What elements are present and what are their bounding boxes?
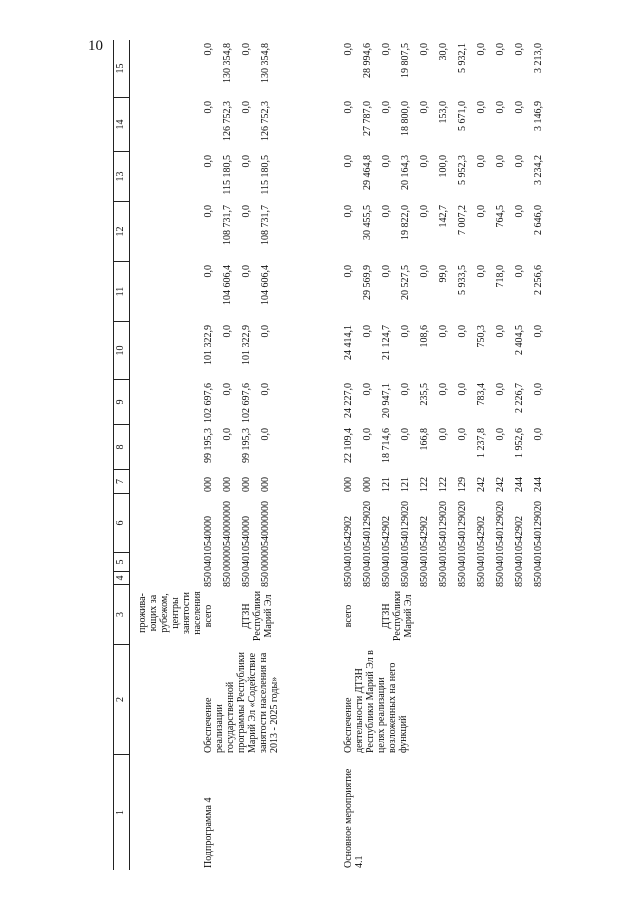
amount-value: 0,0 bbox=[476, 43, 487, 56]
block-2-row-1-executor: всего bbox=[343, 604, 354, 628]
column-number-9: 9 bbox=[113, 380, 129, 425]
amount-value: 0,0 bbox=[495, 43, 506, 56]
amount-value: 0,0 bbox=[362, 383, 373, 396]
expense-type-code: 000 bbox=[241, 477, 252, 492]
section-code: 0401 bbox=[362, 551, 373, 571]
section-code: 0401 bbox=[381, 551, 392, 571]
amount-value: 0,0 bbox=[514, 101, 525, 114]
target-article-code: 0540000 bbox=[241, 516, 252, 551]
expense-type-code: 121 bbox=[381, 477, 392, 492]
amount-value: 104 606,4 bbox=[222, 265, 233, 305]
block-1-row-1-executor: всего bbox=[203, 604, 214, 628]
section-code: 0000 bbox=[222, 551, 233, 571]
target-article-code: 0542902 bbox=[514, 516, 525, 551]
header-bottom-rule bbox=[129, 40, 130, 870]
column-number-3: 3 bbox=[113, 585, 129, 645]
amount-value: 5 933,5 bbox=[457, 265, 468, 295]
amount-value: 0,0 bbox=[222, 383, 233, 396]
amount-value: 0,0 bbox=[533, 325, 544, 338]
amount-value: 0,0 bbox=[400, 325, 411, 338]
amount-value: 0,0 bbox=[495, 428, 506, 441]
grbs-code: 850 bbox=[514, 572, 525, 587]
block-1-row-3-executor: ДТЗН Республики Марий Эл bbox=[241, 590, 274, 642]
grbs-code: 850 bbox=[260, 572, 271, 587]
amount-value: 115 180,5 bbox=[260, 155, 271, 195]
amount-value: 0,0 bbox=[419, 101, 430, 114]
amount-value: 0,0 bbox=[203, 265, 214, 278]
amount-value: 0,0 bbox=[241, 155, 252, 168]
grbs-code: 850 bbox=[476, 572, 487, 587]
grbs-code: 850 bbox=[438, 572, 449, 587]
amount-value: 5 952,3 bbox=[457, 155, 468, 185]
amount-value: 0,0 bbox=[343, 101, 354, 114]
column-number-15: 15 bbox=[113, 40, 129, 98]
target-article-code: 0540000000 bbox=[260, 501, 271, 551]
amount-value: 0,0 bbox=[203, 101, 214, 114]
target-article-code: 0540000000 bbox=[222, 501, 233, 551]
amount-value: 99 195,3 bbox=[203, 428, 214, 463]
amount-value: 18 800,0 bbox=[400, 101, 411, 136]
section-code: 0401 bbox=[438, 551, 449, 571]
expense-type-code: 000 bbox=[362, 477, 373, 492]
amount-value: 108 731,7 bbox=[260, 205, 271, 245]
amount-value: 0,0 bbox=[260, 383, 271, 396]
grbs-code: 850 bbox=[381, 572, 392, 587]
expense-type-code: 000 bbox=[343, 477, 354, 492]
budget-table bbox=[113, 40, 633, 870]
section-code: 0401 bbox=[495, 551, 506, 571]
amount-value: 0,0 bbox=[476, 265, 487, 278]
target-article-code: 0542902 bbox=[476, 516, 487, 551]
amount-value: 0,0 bbox=[514, 43, 525, 56]
amount-value: 24 227,0 bbox=[343, 383, 354, 418]
amount-value: 0,0 bbox=[241, 205, 252, 218]
grbs-code: 850 bbox=[343, 572, 354, 587]
page-number: 10 bbox=[88, 38, 103, 54]
column-number-8: 8 bbox=[113, 425, 129, 470]
column-number-11: 11 bbox=[113, 262, 129, 322]
amount-value: 0,0 bbox=[260, 428, 271, 441]
amount-value: 126 752,3 bbox=[260, 101, 271, 141]
amount-value: 0,0 bbox=[222, 428, 233, 441]
section-code: 0401 bbox=[476, 551, 487, 571]
amount-value: 22 109,4 bbox=[343, 428, 354, 463]
amount-value: 24 414,1 bbox=[343, 325, 354, 360]
target-article-code: 0540129020 bbox=[400, 501, 411, 551]
amount-value: 0,0 bbox=[343, 155, 354, 168]
expense-type-code: 129 bbox=[457, 477, 468, 492]
amount-value: 0,0 bbox=[419, 43, 430, 56]
amount-value: 0,0 bbox=[438, 428, 449, 441]
amount-value: 0,0 bbox=[343, 265, 354, 278]
amount-value: 18 714,6 bbox=[381, 428, 392, 463]
amount-value: 0,0 bbox=[241, 43, 252, 56]
amount-value: 3 146,9 bbox=[533, 101, 544, 131]
target-article-code: 0540000 bbox=[203, 516, 214, 551]
amount-value: 0,0 bbox=[476, 205, 487, 218]
amount-value: 0,0 bbox=[495, 325, 506, 338]
amount-value: 2 256,6 bbox=[533, 265, 544, 295]
amount-value: 0,0 bbox=[362, 325, 373, 338]
grbs-code: 850 bbox=[457, 572, 468, 587]
column-number-2: 2 bbox=[113, 645, 129, 755]
target-article-code: 0540129020 bbox=[495, 501, 506, 551]
column-number-12: 12 bbox=[113, 202, 129, 262]
grbs-code: 850 bbox=[203, 572, 214, 587]
amount-value: 130 354,8 bbox=[222, 43, 233, 83]
amount-value: 0,0 bbox=[457, 383, 468, 396]
amount-value: 19 822,0 bbox=[400, 205, 411, 240]
target-article-code: 0542902 bbox=[381, 516, 392, 551]
amount-value: 0,0 bbox=[457, 428, 468, 441]
amount-value: 0,0 bbox=[203, 43, 214, 56]
block-2-row-3-executor: ДТЗН Республики Марий Эл bbox=[381, 590, 414, 642]
amount-value: 0,0 bbox=[400, 383, 411, 396]
grbs-code: 850 bbox=[362, 572, 373, 587]
section-code: 0401 bbox=[514, 551, 525, 571]
expense-type-code: 122 bbox=[438, 477, 449, 492]
column-number-13: 13 bbox=[113, 152, 129, 202]
amount-value: 0,0 bbox=[533, 383, 544, 396]
preface-text: прожива-ющих за рубежом, центры занятости населения bbox=[137, 591, 203, 635]
amount-value: 20 947,1 bbox=[381, 383, 392, 418]
column-number-10: 10 bbox=[113, 322, 129, 380]
amount-value: 0,0 bbox=[438, 383, 449, 396]
amount-value: 0,0 bbox=[241, 265, 252, 278]
amount-value: 28 994,6 bbox=[362, 43, 373, 78]
expense-type-code: 000 bbox=[260, 477, 271, 492]
column-number-6: 6 bbox=[113, 494, 129, 553]
amount-value: 0,0 bbox=[514, 155, 525, 168]
section-code: 0000 bbox=[260, 551, 271, 571]
amount-value: 142,7 bbox=[438, 205, 449, 228]
expense-type-code: 122 bbox=[419, 477, 430, 492]
block-2-name: Основное мероприятие 4.1 bbox=[343, 768, 365, 868]
amount-value: 102 697,6 bbox=[203, 383, 214, 423]
amount-value: 29 569,9 bbox=[362, 265, 373, 300]
amount-value: 0,0 bbox=[260, 325, 271, 338]
expense-type-code: 242 bbox=[495, 477, 506, 492]
amount-value: 5 671,0 bbox=[457, 101, 468, 131]
block-2-description: Обеспечение деятельности ДТЗН Республики Марий Эл в целях реализации возложенных на него функций bbox=[343, 650, 409, 753]
expense-type-code: 000 bbox=[222, 477, 233, 492]
amount-value: 21 124,7 bbox=[381, 325, 392, 360]
target-article-code: 0540129020 bbox=[533, 501, 544, 551]
amount-value: 0,0 bbox=[457, 325, 468, 338]
amount-value: 30 455,5 bbox=[362, 205, 373, 240]
amount-value: 130 354,8 bbox=[260, 43, 271, 83]
column-number-1: 1 bbox=[115, 810, 126, 815]
target-article-code: 0540129020 bbox=[438, 501, 449, 551]
amount-value: 0,0 bbox=[495, 383, 506, 396]
amount-value: 115 180,5 bbox=[222, 155, 233, 195]
amount-value: 2 404,5 bbox=[514, 325, 525, 355]
amount-value: 0,0 bbox=[419, 205, 430, 218]
grbs-code: 850 bbox=[222, 572, 233, 587]
column-number-5: 5 bbox=[113, 553, 129, 572]
amount-value: 19 807,5 bbox=[400, 43, 411, 78]
amount-value: 20 164,3 bbox=[400, 155, 411, 190]
amount-value: 750,3 bbox=[476, 325, 487, 348]
amount-value: 99,0 bbox=[438, 265, 449, 283]
amount-value: 0,0 bbox=[343, 43, 354, 56]
target-article-code: 0540129020 bbox=[457, 501, 468, 551]
amount-value: 3 213,0 bbox=[533, 43, 544, 73]
target-article-code: 0542902 bbox=[419, 516, 430, 551]
amount-value: 764,5 bbox=[495, 205, 506, 228]
expense-type-code: 000 bbox=[203, 477, 214, 492]
amount-value: 0,0 bbox=[514, 265, 525, 278]
section-code: 0401 bbox=[241, 551, 252, 571]
amount-value: 2 226,7 bbox=[514, 383, 525, 413]
amount-value: 153,0 bbox=[438, 101, 449, 124]
section-code: 0401 bbox=[400, 551, 411, 571]
amount-value: 0,0 bbox=[381, 101, 392, 114]
target-article-code: 0540129020 bbox=[362, 501, 373, 551]
amount-value: 0,0 bbox=[381, 265, 392, 278]
amount-value: 108 731,7 bbox=[222, 205, 233, 245]
amount-value: 0,0 bbox=[419, 155, 430, 168]
amount-value: 0,0 bbox=[514, 205, 525, 218]
amount-value: 0,0 bbox=[343, 205, 354, 218]
amount-value: 783,4 bbox=[476, 383, 487, 406]
amount-value: 104 606,4 bbox=[260, 265, 271, 305]
amount-value: 101 322,9 bbox=[241, 325, 252, 365]
section-code: 0401 bbox=[343, 551, 354, 571]
amount-value: 235,5 bbox=[419, 383, 430, 406]
grbs-code: 850 bbox=[419, 572, 430, 587]
amount-value: 0,0 bbox=[381, 43, 392, 56]
amount-value: 0,0 bbox=[400, 428, 411, 441]
header-top-rule bbox=[113, 40, 114, 870]
amount-value: 0,0 bbox=[438, 325, 449, 338]
expense-type-code: 242 bbox=[476, 477, 487, 492]
block-1-name: Подпрограмма 4 bbox=[203, 797, 214, 868]
amount-value: 0,0 bbox=[222, 325, 233, 338]
amount-value: 0,0 bbox=[476, 155, 487, 168]
section-code: 0401 bbox=[533, 551, 544, 571]
amount-value: 0,0 bbox=[203, 205, 214, 218]
amount-value: 0,0 bbox=[381, 205, 392, 218]
amount-value: 27 787,0 bbox=[362, 101, 373, 136]
amount-value: 100,0 bbox=[438, 155, 449, 178]
amount-value: 126 752,3 bbox=[222, 101, 233, 141]
amount-value: 3 234,2 bbox=[533, 155, 544, 185]
column-number-4: 4 bbox=[113, 572, 129, 585]
amount-value: 102 697,6 bbox=[241, 383, 252, 423]
amount-value: 1 952,6 bbox=[514, 428, 525, 458]
section-code: 0401 bbox=[419, 551, 430, 571]
expense-type-code: 121 bbox=[400, 477, 411, 492]
expense-type-code: 244 bbox=[514, 477, 525, 492]
amount-value: 1 237,8 bbox=[476, 428, 487, 458]
block-1-description: Обеспечение реализации государственной программы Республики Марий Эл «Содействие занятости населения на 2013 - 2025 годы» bbox=[203, 652, 280, 753]
amount-value: 0,0 bbox=[419, 265, 430, 278]
amount-value: 20 527,5 bbox=[400, 265, 411, 300]
amount-value: 0,0 bbox=[381, 155, 392, 168]
target-article-code: 0542902 bbox=[343, 516, 354, 551]
amount-value: 99 195,3 bbox=[241, 428, 252, 463]
grbs-code: 850 bbox=[495, 572, 506, 587]
amount-value: 7 007,2 bbox=[457, 205, 468, 235]
amount-value: 0,0 bbox=[362, 428, 373, 441]
section-code: 0401 bbox=[203, 551, 214, 571]
amount-value: 5 932,1 bbox=[457, 43, 468, 73]
amount-value: 29 464,8 bbox=[362, 155, 373, 190]
amount-value: 0,0 bbox=[241, 101, 252, 114]
grbs-code: 850 bbox=[400, 572, 411, 587]
amount-value: 166,8 bbox=[419, 428, 430, 451]
amount-value: 108,6 bbox=[419, 325, 430, 348]
grbs-code: 850 bbox=[241, 572, 252, 587]
amount-value: 2 646,0 bbox=[533, 205, 544, 235]
amount-value: 0,0 bbox=[495, 101, 506, 114]
amount-value: 0,0 bbox=[495, 155, 506, 168]
column-number-7: 7 bbox=[113, 470, 129, 494]
expense-type-code: 244 bbox=[533, 477, 544, 492]
amount-value: 30,0 bbox=[438, 43, 449, 61]
amount-value: 0,0 bbox=[476, 101, 487, 114]
column-number-14: 14 bbox=[113, 98, 129, 152]
amount-value: 101 322,9 bbox=[203, 325, 214, 365]
grbs-code: 850 bbox=[533, 572, 544, 587]
amount-value: 0,0 bbox=[203, 155, 214, 168]
amount-value: 0,0 bbox=[533, 428, 544, 441]
amount-value: 718,0 bbox=[495, 265, 506, 288]
section-code: 0401 bbox=[457, 551, 468, 571]
